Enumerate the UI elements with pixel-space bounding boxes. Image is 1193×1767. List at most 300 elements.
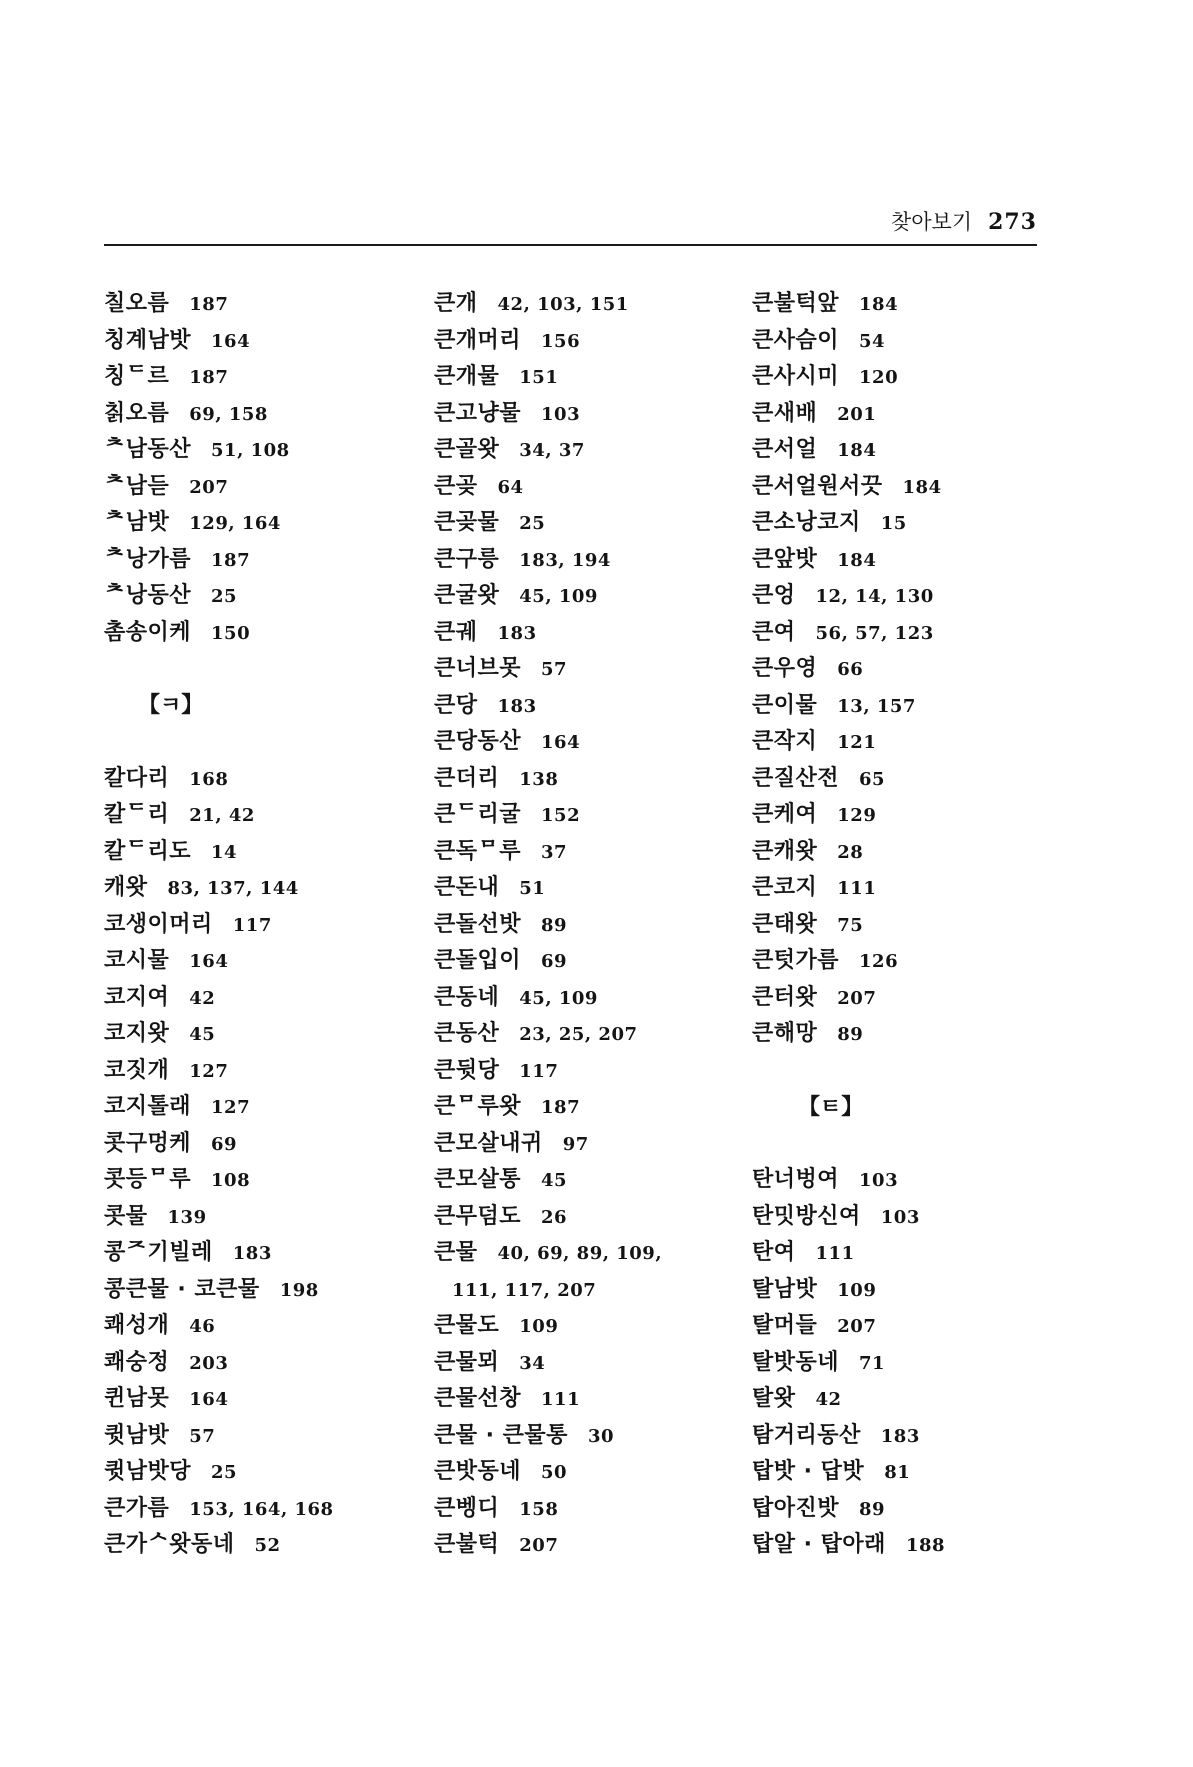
entry-term: 코짓개 (104, 1057, 170, 1083)
entry-pages: 153, 164, 168 (189, 1498, 334, 1520)
entry-pages: 25 (211, 1462, 238, 1483)
index-entry (434, 1345, 754, 1382)
index-entry (752, 1272, 1052, 1309)
index-entry (434, 432, 754, 469)
index-entry (434, 1199, 754, 1236)
entry-pages: 15 (880, 513, 907, 534)
entry-term: 큰돌입이 (434, 948, 522, 973)
entry-term: 콧등ᄆ루 (104, 1167, 192, 1192)
entry-pages: 152 (541, 805, 581, 826)
index-entry (104, 834, 404, 871)
index-entry (434, 1162, 754, 1199)
entry-term: 칭ᄃ르 (104, 364, 170, 389)
entry-pages: 139 (167, 1206, 207, 1228)
entry-pages: 183, 194 (519, 549, 611, 571)
entry-pages: 109 (519, 1316, 559, 1337)
entry-pages: 103 (859, 1170, 899, 1191)
entry-pages: 54 (859, 330, 886, 352)
entry-term: 칡오름 (104, 400, 170, 426)
entry-term: 큰밧동네 (434, 1459, 522, 1484)
entry-pages: 103 (880, 1206, 920, 1228)
index-column-1 (104, 286, 404, 1564)
entry-term: 큰캐왓 (752, 838, 818, 864)
entry-term: 큰엉 (752, 583, 796, 608)
entry-term: 큰새배 (752, 400, 818, 426)
entry-term: ᄎ남밧 (104, 510, 170, 535)
entry-term: 큰곶 (434, 473, 478, 499)
index-entry (434, 396, 754, 433)
index-entry (752, 1199, 1052, 1236)
entry-term: 큰개머리 (434, 327, 522, 353)
entry-term: ᄎ낭동산 (104, 583, 192, 608)
entry-term: 큰개 (434, 291, 478, 316)
index-entry (434, 1308, 754, 1345)
entry-term: 큇남밧 (104, 1422, 170, 1448)
entry-pages: 30 (587, 1425, 614, 1447)
entry-term: 큰소낭코지 (752, 510, 861, 535)
entry-pages: 42 (189, 987, 216, 1009)
entry-term: 큰케여 (752, 802, 818, 827)
entry-term: 탑아진밧 (752, 1495, 840, 1521)
entry-term: 촘송이케 (104, 619, 192, 645)
index-entry (434, 834, 754, 871)
entry-pages: 66 (837, 659, 864, 680)
index-entry (104, 797, 404, 834)
entry-pages: 164 (189, 1389, 229, 1410)
entry-pages: 14 (211, 841, 238, 863)
index-entry (434, 1016, 754, 1053)
index-entry (104, 761, 404, 798)
entry-term: 큰무덤도 (434, 1203, 522, 1229)
index-entry (752, 1016, 1052, 1053)
index-entry (104, 1345, 404, 1382)
index-entry (104, 980, 404, 1017)
entry-pages: 201 (837, 403, 877, 425)
entry-term: 탑알 · 탑아래 (752, 1532, 886, 1557)
index-entry (752, 1345, 1052, 1382)
entry-term: 큰물도 (434, 1313, 500, 1338)
entry-pages: 150 (211, 622, 251, 644)
entry-pages: 21, 42 (189, 805, 255, 826)
index-entry (434, 505, 754, 542)
entry-pages: 56, 57, 123 (815, 622, 934, 644)
entry-pages: 168 (189, 768, 229, 790)
index-entry (104, 1381, 404, 1418)
header-rule (104, 244, 1037, 246)
entry-term: 코생이머리 (104, 911, 213, 937)
entry-pages: 97 (562, 1133, 589, 1155)
entry-term: 큰너브못 (434, 656, 522, 681)
entry-pages: 187 (211, 549, 251, 571)
index-entry (104, 1418, 404, 1455)
entry-pages: 121 (837, 732, 877, 753)
entry-term: 코시물 (104, 948, 170, 973)
entry-pages: 103 (541, 403, 581, 425)
index-entry (434, 1527, 754, 1564)
index-entry (752, 1308, 1052, 1345)
entry-pages: 108 (211, 1170, 251, 1191)
entry-pages: 183 (497, 622, 537, 644)
index-entry (434, 724, 754, 761)
entry-pages: 89 (541, 914, 568, 936)
entry-term: 큰해망 (752, 1021, 818, 1046)
index-entry (752, 907, 1052, 944)
entry-term: 큰굴왓 (434, 583, 500, 608)
index-entry (434, 359, 754, 396)
entry-pages: 111, 117, 207 (452, 1279, 597, 1301)
index-column-3 (752, 286, 1052, 1564)
entry-term: 탄여 (752, 1240, 796, 1265)
entry-pages: 89 (859, 1498, 886, 1520)
entry-pages: 111 (837, 878, 877, 899)
index-entry (104, 432, 404, 469)
entry-term: 큰ᄆ루왓 (434, 1094, 522, 1119)
index-entry (434, 578, 754, 615)
entry-pages: 187 (189, 367, 229, 388)
index-entry (752, 505, 1052, 542)
index-entry (104, 1089, 404, 1126)
entry-pages: 151 (519, 367, 559, 388)
entry-pages: 57 (189, 1425, 216, 1447)
entry-term: 탄밋방신여 (752, 1203, 861, 1229)
entry-term: 큰더리 (434, 765, 500, 791)
entry-pages: 183 (880, 1425, 920, 1447)
index-entry (752, 396, 1052, 433)
entry-term: 콧구멍케 (104, 1130, 192, 1156)
entry-pages: 45 (541, 1170, 568, 1191)
entry-term: 큰터왓 (752, 984, 818, 1010)
entry-pages: 109 (837, 1279, 877, 1301)
index-entry (434, 688, 754, 725)
entry-pages: 203 (189, 1352, 229, 1374)
entry-pages: 75 (837, 914, 864, 936)
page-number: 273 (988, 209, 1037, 235)
entry-term: 큰고냥물 (434, 400, 522, 426)
index-entry (104, 615, 404, 652)
entry-pages: 25 (211, 586, 238, 607)
entry-term: 칼ᄃ리도 (104, 838, 192, 864)
index-entry (752, 870, 1052, 907)
running-header (104, 206, 1037, 246)
index-entry (434, 469, 754, 506)
index-entry (752, 943, 1052, 980)
index-entry (434, 943, 754, 980)
index-entry (752, 761, 1052, 798)
entry-term: 큰질산전 (752, 765, 840, 791)
entry-term: 큰당 (434, 692, 478, 718)
header-title: 찾아보기 (890, 210, 973, 234)
entry-pages: 37 (541, 841, 568, 863)
index-entry (104, 1235, 404, 1272)
entry-term: 큰모살통 (434, 1167, 522, 1192)
entry-pages: 184 (902, 476, 942, 498)
index-entry (104, 1272, 404, 1309)
entry-term: 코지왓 (104, 1021, 170, 1046)
entry-term: 큰ᄃ리굴 (434, 802, 522, 827)
entry-term: 퀸남못 (104, 1386, 170, 1411)
entry-pages: 127 (189, 1060, 229, 1082)
index-entry (752, 834, 1052, 871)
entry-term: 큰구릉 (434, 546, 500, 572)
index-entry (104, 1491, 404, 1528)
entry-term: 탄너벙여 (752, 1167, 840, 1192)
index-entry (752, 1418, 1052, 1455)
index-entry (104, 323, 404, 360)
entry-pages: 184 (837, 440, 877, 461)
index-entry (104, 469, 404, 506)
index-entry (752, 1235, 1052, 1272)
index-entry (752, 1381, 1052, 1418)
entry-term: 칼ᄃ리 (104, 802, 170, 827)
index-entry-continuation (434, 1272, 754, 1309)
entry-pages: 40, 69, 89, 109, (497, 1243, 663, 1264)
entry-term: 큰불턱앞 (752, 291, 840, 316)
entry-pages: 158 (519, 1498, 559, 1520)
entry-pages: 81 (884, 1462, 911, 1483)
entry-term: 큰물선창 (434, 1386, 522, 1411)
index-entry (752, 542, 1052, 579)
entry-pages: 156 (541, 330, 581, 352)
index-entry (104, 1162, 404, 1199)
index-entry (434, 286, 754, 323)
index-entry (434, 1053, 754, 1090)
index-entry (104, 870, 404, 907)
entry-term: 큰텃가름 (752, 948, 840, 973)
entry-pages: 129, 164 (189, 513, 281, 534)
entry-pages: 183 (497, 695, 537, 717)
entry-term: 탑밧 · 답밧 (752, 1459, 865, 1484)
entry-pages: 25 (519, 513, 546, 534)
entry-term: 큰뒷당 (434, 1057, 500, 1083)
entry-term: 큰사시미 (752, 364, 840, 389)
index-entry (104, 1199, 404, 1236)
index-entry (104, 578, 404, 615)
entry-term: 탐거리동산 (752, 1422, 861, 1448)
entry-term: ᄎ남동산 (104, 437, 192, 462)
entry-pages: 120 (859, 367, 899, 388)
index-entry (752, 651, 1052, 688)
entry-pages: 13, 157 (837, 695, 916, 717)
index-entry (434, 1089, 754, 1126)
index-entry (104, 505, 404, 542)
entry-term: 큰물뫼 (434, 1349, 500, 1375)
entry-term: 큰코지 (752, 875, 818, 900)
index-entry (752, 615, 1052, 652)
index-entry (104, 396, 404, 433)
entry-pages: 117 (232, 914, 272, 936)
entry-pages: 57 (541, 659, 568, 680)
section-heading: 【ㅋ】 (138, 693, 204, 718)
entry-term: 큰서얼 (752, 437, 818, 462)
entry-pages: 117 (519, 1060, 559, 1082)
entry-term: 큰작지 (752, 729, 818, 754)
index-entry (752, 724, 1052, 761)
index-entry (434, 1491, 754, 1528)
entry-pages: 45 (189, 1024, 216, 1045)
index-entry (752, 359, 1052, 396)
entry-term: 큰앞밧 (752, 546, 818, 572)
entry-term: 큰당동산 (434, 729, 522, 754)
entry-pages: 207 (837, 1316, 877, 1337)
entry-pages: 207 (519, 1535, 559, 1556)
index-entry (434, 1454, 754, 1491)
entry-term: 코지톨래 (104, 1094, 192, 1119)
entry-pages: 164 (211, 330, 251, 352)
index-entry (104, 1308, 404, 1345)
index-entry (434, 615, 754, 652)
entry-pages: 187 (541, 1097, 581, 1118)
entry-term: 큰모살내귀 (434, 1130, 543, 1156)
entry-term: 큰동산 (434, 1021, 500, 1046)
entry-pages: 207 (837, 987, 877, 1009)
entry-pages: 188 (905, 1535, 946, 1556)
entry-pages: 198 (279, 1279, 319, 1301)
index-entry (104, 1527, 404, 1564)
entry-term: 큰서얼원서끗 (752, 473, 883, 499)
index-entry (434, 980, 754, 1017)
index-entry (434, 761, 754, 798)
index-entry (752, 1491, 1052, 1528)
index-entry (104, 1053, 404, 1090)
index-entry (752, 432, 1052, 469)
entry-pages: 69 (541, 951, 568, 972)
entry-term: 콩큰물 · 코큰물 (104, 1276, 260, 1302)
index-entry (752, 980, 1052, 1017)
index-entry (752, 469, 1052, 506)
entry-pages: 69 (211, 1133, 238, 1155)
entry-term: 큰우영 (752, 656, 818, 681)
entry-pages: 184 (859, 294, 899, 315)
entry-pages: 64 (497, 476, 524, 498)
entry-pages: 42, 103, 151 (497, 294, 629, 315)
entry-pages: 164 (189, 951, 229, 972)
entry-pages: 50 (541, 1462, 568, 1483)
entry-pages: 42 (815, 1389, 842, 1410)
index-entry (752, 688, 1052, 725)
entry-pages: 127 (211, 1097, 251, 1118)
entry-term: 큰가름 (104, 1495, 170, 1521)
entry-pages: 26 (541, 1206, 568, 1228)
entry-term: 큰벵디 (434, 1495, 500, 1521)
entry-term: 탈머들 (752, 1313, 818, 1338)
index-entry (434, 1418, 754, 1455)
entry-pages: 12, 14, 130 (815, 586, 934, 607)
index-entry (104, 1126, 404, 1163)
entry-pages: 71 (859, 1352, 886, 1374)
index-entry (752, 286, 1052, 323)
entry-pages: 52 (254, 1535, 281, 1556)
entry-term: 큰골왓 (434, 437, 500, 462)
index-entry (104, 1454, 404, 1491)
entry-term: 큰개물 (434, 364, 500, 389)
index-entry (434, 1381, 754, 1418)
entry-pages: 129 (837, 805, 877, 826)
entry-pages: 138 (519, 768, 559, 790)
index-entry (434, 1126, 754, 1163)
index-entry (752, 797, 1052, 834)
entry-term: 큰여 (752, 619, 796, 645)
entry-term: 쾌숭정 (104, 1349, 170, 1375)
entry-term: 탈남밧 (752, 1276, 818, 1302)
entry-term: 큰돌선밧 (434, 911, 522, 937)
entry-pages: 69, 158 (189, 403, 268, 425)
entry-term: 탈왓 (752, 1386, 796, 1411)
index-entry (752, 1527, 1052, 1564)
entry-pages: 184 (837, 549, 877, 571)
entry-term: 코지여 (104, 984, 170, 1010)
index-entry (104, 542, 404, 579)
entry-pages: 28 (837, 841, 864, 863)
entry-term: 큰돈내 (434, 875, 500, 900)
index-entry (752, 578, 1052, 615)
index-entry (752, 1162, 1052, 1199)
index-entry (434, 907, 754, 944)
index-entry (434, 797, 754, 834)
entry-pages: 51, 108 (211, 440, 290, 461)
index-entry (434, 651, 754, 688)
entry-term: 콧물 (104, 1203, 148, 1229)
index-entry (104, 943, 404, 980)
header-text (891, 206, 1037, 236)
entry-pages: 51 (519, 878, 546, 899)
entry-term: 큰태왓 (752, 911, 818, 937)
entry-pages: 83, 137, 144 (167, 878, 299, 899)
index-entry (434, 542, 754, 579)
index-entry (752, 1454, 1052, 1491)
index-entry (104, 286, 404, 323)
entry-term: 캐왓 (104, 875, 148, 900)
entry-term: 큇남밧당 (104, 1459, 192, 1484)
index-entry (434, 870, 754, 907)
entry-term: 큰사슴이 (752, 327, 840, 353)
entry-pages: 45, 109 (519, 987, 598, 1009)
entry-pages: 34, 37 (519, 440, 585, 461)
entry-pages: 45, 109 (519, 586, 598, 607)
entry-pages: 111 (541, 1389, 581, 1410)
section-heading: 【ㅌ】 (798, 1094, 864, 1120)
index-entry (104, 907, 404, 944)
entry-term: 큰불턱 (434, 1532, 500, 1557)
index-entry (752, 323, 1052, 360)
entry-term: 큰궤 (434, 619, 478, 645)
entry-term: 큰가ᄉ왓동네 (104, 1532, 235, 1557)
entry-term: 큰이물 (752, 692, 818, 718)
entry-pages: 111 (815, 1243, 855, 1264)
entry-pages: 126 (859, 951, 899, 972)
index-entry (434, 323, 754, 360)
entry-pages: 65 (859, 768, 886, 790)
entry-pages: 164 (541, 732, 581, 753)
entry-term: 큰물 (434, 1240, 478, 1265)
entry-term: 칼다리 (104, 765, 170, 791)
index-column-2 (434, 286, 754, 1564)
entry-pages: 89 (837, 1024, 864, 1045)
entry-pages: 46 (189, 1316, 216, 1337)
entry-term: 칭계남밧 (104, 327, 192, 353)
index-entry (104, 359, 404, 396)
entry-term: 큰곶물 (434, 510, 500, 535)
entry-term: 큰독ᄆ루 (434, 838, 522, 864)
entry-term: 쾌성개 (104, 1313, 170, 1338)
index-entry (104, 1016, 404, 1053)
entry-term: ᄎ남듣 (104, 473, 170, 499)
entry-pages: 187 (189, 294, 229, 315)
entry-term: 탈밧동네 (752, 1349, 840, 1375)
entry-term: 칠오름 (104, 291, 170, 316)
entry-term: 큰동네 (434, 984, 500, 1010)
entry-term: 큰물 · 큰물통 (434, 1422, 568, 1448)
entry-pages: 34 (519, 1352, 546, 1374)
